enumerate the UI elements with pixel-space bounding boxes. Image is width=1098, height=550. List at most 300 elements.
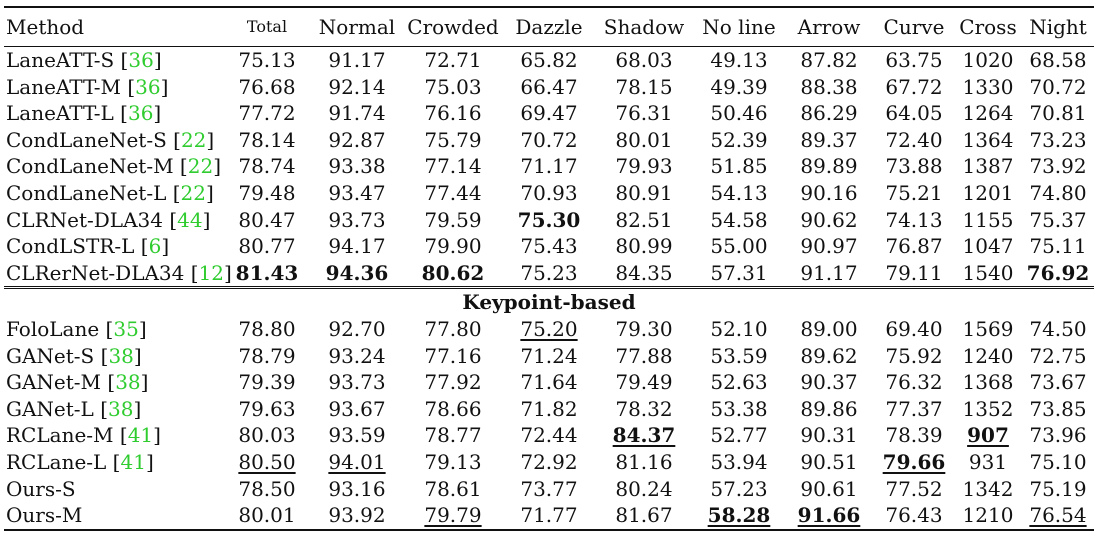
cell-value: 74.80: [1029, 180, 1087, 205]
value-cell: [1022, 476, 1094, 503]
cell-value: 52.63: [710, 370, 768, 395]
table-row: [4, 316, 1094, 343]
cell-value: 90.61: [800, 476, 858, 501]
value-cell: [504, 449, 594, 476]
value-cell: [784, 233, 874, 260]
cell-value: 90.31: [800, 423, 858, 448]
value-cell: [874, 422, 954, 449]
method-name: CondLaneNet-S: [6, 127, 167, 152]
method-name: LaneATT-M: [6, 74, 121, 99]
column-header-shadow: Shadow: [603, 15, 685, 39]
value-cell: [874, 153, 954, 180]
value-cell: [312, 502, 402, 530]
value-cell: [874, 100, 954, 127]
value-cell: [1022, 260, 1094, 288]
cell-value: 76.31: [615, 101, 673, 126]
method-cell: GANet-L [38]: [6, 396, 142, 421]
column-header-total: Total: [246, 17, 288, 36]
value-cell: [222, 396, 312, 423]
cell-value: 1210: [962, 503, 1014, 528]
value-cell: [954, 127, 1022, 154]
cell-value: 79.13: [424, 449, 482, 474]
cell-value: 89.00: [800, 316, 858, 341]
value-cell: [402, 127, 504, 154]
value-cell: [402, 396, 504, 423]
value-cell: [694, 127, 784, 154]
value-cell: [784, 260, 874, 288]
value-cell: [954, 207, 1022, 234]
column-header-curve: Curve: [883, 15, 945, 39]
value-cell: [694, 180, 784, 207]
cell-value: 75.21: [885, 180, 943, 205]
value-cell: [874, 502, 954, 530]
value-cell: [402, 233, 504, 260]
cell-value: 79.90: [424, 234, 482, 259]
cell-value: 1047: [962, 234, 1014, 259]
value-cell: [504, 180, 594, 207]
value-cell: [1022, 233, 1094, 260]
value-cell: [694, 422, 784, 449]
method-name: Ours-M: [6, 503, 83, 528]
method-cell: FoloLane [35]: [6, 316, 147, 341]
cell-value: 77.37: [885, 396, 943, 421]
cell-value: 1364: [962, 127, 1014, 152]
value-cell: [594, 316, 694, 343]
cell-value: 84.35: [615, 260, 673, 285]
cell-value: 76.92: [1026, 260, 1090, 285]
value-cell: [504, 47, 594, 74]
value-cell: [594, 396, 694, 423]
cell-value: 92.87: [328, 127, 386, 152]
cell-value: 1569: [962, 316, 1014, 341]
cell-value: 53.59: [710, 343, 768, 368]
column-header-arrow: Arrow: [797, 15, 861, 39]
cell-value: 75.11: [1029, 234, 1087, 259]
method-cell: RCLane-L [41]: [6, 449, 154, 474]
value-cell: [594, 207, 694, 234]
citation-ref: 38: [115, 370, 141, 395]
cell-value: 55.00: [710, 234, 768, 259]
cell-value: 78.50: [238, 476, 296, 501]
value-cell: [402, 316, 504, 343]
value-cell: [312, 369, 402, 396]
cell-value: 79.49: [615, 370, 673, 395]
value-cell: [1022, 74, 1094, 101]
cell-value: 78.74: [238, 154, 296, 179]
value-cell: [1022, 100, 1094, 127]
cell-value: 80.99: [615, 234, 673, 259]
cell-value: 93.24: [328, 343, 386, 368]
value-cell: [954, 476, 1022, 503]
cell-value: 90.16: [800, 180, 858, 205]
value-cell: [874, 449, 954, 476]
header-row: [4, 7, 1094, 47]
method-name: CondLaneNet-L: [6, 180, 167, 205]
value-cell: [874, 207, 954, 234]
cell-value: 1240: [962, 343, 1014, 368]
value-cell: [504, 153, 594, 180]
cell-value: 69.47: [520, 101, 578, 126]
value-cell: [504, 100, 594, 127]
cell-value: 71.77: [520, 503, 578, 528]
value-cell: [874, 233, 954, 260]
cell-value: 75.92: [885, 343, 943, 368]
value-cell: [402, 502, 504, 530]
value-cell: [594, 502, 694, 530]
value-cell: [784, 422, 874, 449]
value-cell: [874, 47, 954, 74]
value-cell: [504, 74, 594, 101]
value-cell: [594, 260, 694, 288]
cell-value: 1368: [962, 370, 1014, 395]
value-cell: [954, 502, 1022, 530]
method-name: CLRNet-DLA34: [6, 207, 163, 232]
value-cell: [1022, 127, 1094, 154]
method-cell: [4, 476, 222, 503]
cell-value: 78.77: [424, 423, 482, 448]
column-header-no-line: No line: [702, 15, 776, 39]
value-cell: [222, 100, 312, 127]
table-row: [4, 260, 1094, 288]
value-cell: [694, 74, 784, 101]
value-cell: [874, 74, 954, 101]
value-cell: [1022, 396, 1094, 423]
table-row: [4, 127, 1094, 154]
cell-value: 93.16: [328, 476, 386, 501]
cell-value: 78.39: [885, 423, 943, 448]
cell-value: 1201: [962, 180, 1014, 205]
cell-value: 94.17: [328, 234, 386, 259]
cell-value: 78.15: [615, 74, 673, 99]
cell-value: 57.31: [710, 260, 768, 285]
value-cell: [784, 449, 874, 476]
cell-value: 80.62: [421, 260, 485, 285]
cell-value: 80.91: [615, 180, 673, 205]
value-cell: [312, 47, 402, 74]
cell-value: 78.79: [238, 343, 296, 368]
cell-value: 70.72: [520, 127, 578, 152]
value-cell: [222, 502, 312, 530]
value-cell: [694, 396, 784, 423]
value-cell: [402, 369, 504, 396]
cell-value: 75.43: [520, 234, 578, 259]
cell-value: 75.30: [517, 207, 581, 232]
value-cell: [222, 316, 312, 343]
method-name: Ours-S: [6, 476, 76, 501]
cell-value: 907: [967, 423, 1009, 448]
cell-value: 69.40: [885, 316, 943, 341]
column-header-crowded: Crowded: [407, 15, 499, 39]
value-cell: [694, 369, 784, 396]
cell-value: 93.38: [328, 154, 386, 179]
cell-value: 76.87: [885, 234, 943, 259]
cell-value: 68.03: [615, 48, 673, 72]
value-cell: [1022, 47, 1094, 74]
column-header-night: Night: [1029, 15, 1087, 39]
table-row: [4, 207, 1094, 234]
cell-value: 80.03: [238, 423, 296, 448]
value-cell: [312, 343, 402, 370]
table-row: [4, 396, 1094, 423]
value-cell: [954, 153, 1022, 180]
cell-value: 75.13: [238, 48, 296, 72]
cell-value: 79.39: [238, 370, 296, 395]
cell-value: 94.36: [325, 260, 389, 285]
value-cell: [594, 449, 694, 476]
value-cell: [1022, 422, 1094, 449]
value-cell: [954, 449, 1022, 476]
value-cell: [784, 127, 874, 154]
value-cell: [222, 422, 312, 449]
value-cell: [402, 422, 504, 449]
cell-value: 93.67: [328, 396, 386, 421]
value-cell: [504, 396, 594, 423]
method-cell: CLRerNet-DLA34 [12]: [6, 260, 232, 285]
value-cell: [222, 180, 312, 207]
value-cell: [222, 449, 312, 476]
value-cell: [402, 207, 504, 234]
cell-value: 88.38: [800, 74, 858, 99]
table-row: [4, 422, 1094, 449]
cell-value: 52.10: [710, 316, 768, 341]
cell-value: 80.47: [238, 207, 296, 232]
citation-ref: 44: [177, 207, 203, 232]
cell-value: 68.58: [1029, 48, 1087, 72]
cell-value: 77.52: [885, 476, 943, 501]
cell-value: 57.23: [710, 476, 768, 501]
cell-value: 80.01: [238, 503, 296, 528]
cell-value: 52.77: [710, 423, 768, 448]
cell-value: 71.82: [520, 396, 578, 421]
value-cell: [402, 180, 504, 207]
cell-value: 93.92: [328, 503, 386, 528]
value-cell: [312, 316, 402, 343]
cell-value: 81.16: [615, 449, 673, 474]
value-cell: [784, 180, 874, 207]
value-cell: [784, 153, 874, 180]
cell-value: 71.24: [520, 343, 578, 368]
value-cell: [694, 153, 784, 180]
cell-value: 53.38: [710, 396, 768, 421]
method-name: CondLaneNet-M: [6, 154, 174, 179]
value-cell: [954, 343, 1022, 370]
value-cell: [1022, 449, 1094, 476]
value-cell: [402, 74, 504, 101]
cell-value: 80.24: [615, 476, 673, 501]
table-row: [4, 476, 1094, 503]
value-cell: [222, 343, 312, 370]
value-cell: [784, 343, 874, 370]
cell-value: 75.79: [424, 127, 482, 152]
cell-value: 94.01: [328, 449, 386, 474]
value-cell: [312, 449, 402, 476]
cell-value: 67.72: [885, 74, 943, 99]
cell-value: 90.51: [800, 449, 858, 474]
value-cell: [694, 100, 784, 127]
citation-ref: 22: [180, 127, 207, 152]
citation-ref: 12: [198, 260, 225, 285]
value-cell: [402, 47, 504, 74]
cell-value: 79.48: [238, 180, 296, 205]
cell-value: 49.13: [710, 48, 768, 72]
cell-value: 92.14: [328, 74, 386, 99]
cell-value: 75.19: [1029, 476, 1087, 501]
cell-value: 89.37: [800, 127, 858, 152]
cell-value: 91.17: [328, 48, 386, 72]
cell-value: 66.47: [520, 74, 578, 99]
value-cell: [222, 260, 312, 288]
cell-value: 80.50: [238, 449, 296, 474]
cell-value: 1264: [962, 101, 1014, 126]
cell-value: 53.94: [710, 449, 768, 474]
cell-value: 1342: [962, 476, 1014, 501]
value-cell: [312, 74, 402, 101]
value-cell: [694, 476, 784, 503]
table-row: [4, 233, 1094, 260]
value-cell: [222, 476, 312, 503]
cell-value: 71.17: [520, 154, 578, 179]
value-cell: [874, 369, 954, 396]
method-name: RCLane-L: [6, 449, 107, 474]
value-cell: [1022, 343, 1094, 370]
method-cell: CondLSTR-L [6]: [6, 234, 170, 259]
cell-value: 1387: [962, 154, 1014, 179]
method-cell: [4, 502, 222, 530]
method-name: FoloLane: [6, 316, 100, 341]
value-cell: [694, 207, 784, 234]
value-cell: [222, 127, 312, 154]
value-cell: [954, 233, 1022, 260]
cell-value: 76.54: [1029, 503, 1087, 528]
table-row: [4, 74, 1094, 101]
cell-value: 78.80: [238, 316, 296, 341]
method-cell: RCLane-M [41]: [6, 423, 161, 448]
value-cell: [402, 343, 504, 370]
value-cell: [312, 153, 402, 180]
value-cell: [594, 422, 694, 449]
value-cell: [784, 100, 874, 127]
table-row: [4, 180, 1094, 207]
value-cell: [1022, 369, 1094, 396]
value-cell: [222, 47, 312, 74]
value-cell: [954, 369, 1022, 396]
cell-value: 73.85: [1029, 396, 1087, 421]
value-cell: [312, 476, 402, 503]
cell-value: 73.77: [520, 476, 578, 501]
citation-ref: 41: [120, 449, 146, 474]
cell-value: 93.73: [328, 370, 386, 395]
cell-value: 92.70: [328, 316, 386, 341]
value-cell: [504, 422, 594, 449]
value-cell: [594, 47, 694, 74]
cell-value: 77.72: [238, 101, 296, 126]
citation-ref: 38: [108, 396, 134, 421]
cell-value: 84.37: [612, 423, 676, 448]
value-cell: [1022, 207, 1094, 234]
value-cell: [312, 127, 402, 154]
value-cell: [694, 316, 784, 343]
cell-value: 73.92: [1029, 154, 1087, 179]
citation-ref: 41: [127, 423, 154, 448]
value-cell: [694, 449, 784, 476]
value-cell: [222, 153, 312, 180]
cell-value: 58.28: [707, 503, 771, 528]
cell-value: 72.40: [885, 127, 943, 152]
method-cell: GANet-M [38]: [6, 370, 149, 395]
citation-ref: 22: [180, 180, 206, 205]
value-cell: [954, 74, 1022, 101]
cell-value: 74.13: [885, 207, 943, 232]
value-cell: [594, 74, 694, 101]
method-cell: LaneATT-S [36]: [6, 48, 162, 72]
section-label: Keypoint-based: [4, 288, 1094, 316]
value-cell: [954, 422, 1022, 449]
value-cell: [222, 74, 312, 101]
cell-value: 70.81: [1029, 101, 1087, 126]
value-cell: [402, 449, 504, 476]
cell-value: 93.47: [328, 180, 386, 205]
cell-value: 77.80: [424, 316, 482, 341]
value-cell: [954, 260, 1022, 288]
value-cell: [504, 316, 594, 343]
citation-ref: 35: [113, 316, 139, 341]
cell-value: 75.23: [520, 260, 578, 285]
section-row: [4, 288, 1094, 316]
value-cell: [222, 369, 312, 396]
value-cell: [784, 369, 874, 396]
value-cell: [312, 100, 402, 127]
value-cell: [784, 396, 874, 423]
value-cell: [784, 74, 874, 101]
value-cell: [784, 207, 874, 234]
cell-value: 65.82: [520, 48, 578, 72]
method-cell: CondLaneNet-L [22]: [6, 180, 214, 205]
cell-value: 50.46: [710, 101, 768, 126]
cell-value: 90.37: [800, 370, 858, 395]
value-cell: [1022, 153, 1094, 180]
results-table: [4, 6, 1094, 531]
cell-value: 51.85: [710, 154, 768, 179]
value-cell: [694, 502, 784, 530]
method-cell: GANet-S [38]: [6, 343, 142, 368]
cell-value: 79.66: [882, 449, 946, 474]
method-name: GANet-L: [6, 396, 94, 421]
cell-value: 77.88: [615, 343, 673, 368]
citation-ref: 38: [108, 343, 134, 368]
citation-ref: 36: [127, 101, 154, 126]
value-cell: [874, 260, 954, 288]
method-name: GANet-S: [6, 343, 95, 368]
value-cell: [594, 476, 694, 503]
cell-value: 74.50: [1029, 316, 1087, 341]
cell-value: 1540: [962, 260, 1014, 285]
cell-value: 75.03: [424, 74, 482, 99]
value-cell: [594, 153, 694, 180]
cell-value: 1020: [962, 48, 1014, 72]
cell-value: 89.62: [800, 343, 858, 368]
value-cell: [594, 180, 694, 207]
cell-value: 75.10: [1029, 449, 1087, 474]
method-name: LaneATT-L: [6, 101, 114, 126]
table-header: [4, 7, 1094, 47]
column-header-cross: Cross: [959, 15, 1017, 39]
value-cell: [954, 47, 1022, 74]
cell-value: 54.58: [710, 207, 768, 232]
cell-value: 79.79: [424, 503, 482, 528]
cell-value: 78.66: [424, 396, 482, 421]
table-row: [4, 343, 1094, 370]
value-cell: [504, 260, 594, 288]
